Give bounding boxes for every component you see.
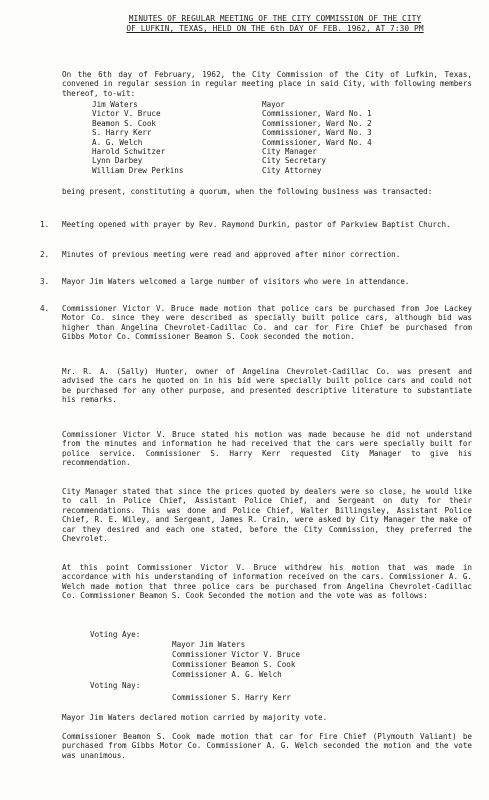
item-text: Minutes of previous meeting were read and approved after minor correction. — [62, 250, 401, 259]
aye-voter: Commissioner Victor V. Bruce — [172, 650, 301, 659]
member-row — [92, 156, 452, 165]
aye-voter: Mayor Jim Waters — [172, 640, 246, 649]
member-row — [92, 128, 452, 137]
member-office: Commissioner, Ward No. 2 — [262, 118, 372, 128]
member-row — [92, 109, 452, 118]
member-office: City Manager — [262, 146, 317, 156]
agenda-item — [40, 250, 472, 259]
agenda-item — [40, 277, 472, 286]
member-row — [92, 119, 452, 128]
intro-paragraph: On the 6th day of February, 1962, the City Commission of the City of Lufkin, Texas, convened in regular session in regular meeting place in said City, with following members thereof, to-wit: — [62, 70, 472, 98]
member-name: S. Harry Kerr — [92, 128, 152, 138]
item-number: 1. — [40, 220, 50, 229]
quorum-paragraph: being present, constituting a quorum, when the following business was transacted: — [62, 187, 433, 196]
member-name: Jim Waters — [92, 100, 138, 109]
member-name: William Drew Perkins — [92, 165, 184, 175]
title-line-2: OF LUFKIN, TEXAS, HELD ON THE 6th DAY OF FEB. 1962, AT 7:30 PM — [126, 24, 424, 33]
withdraw-motion-paragraph: At this point Commissioner Victor V. Bruce withdrew his motion that was made in accordance with his understanding of information received on the cars. Commissioner A. G. Welch made motion that three police cars be purchased from Angelina Chevrolet-Cadillac Co. Commissioner Beamon S. Cook Seconded the motion and the vote was as follows: — [62, 563, 472, 601]
member-office: City Attorney — [262, 165, 322, 175]
member-row — [92, 166, 452, 175]
title-line-1: MINUTES OF REGULAR MEETING OF THE CITY COMMISSION OF THE CITY — [128, 14, 422, 23]
motion-carried-paragraph: Mayor Jim Waters declared motion carried by majority vote. — [62, 713, 328, 722]
item-text: Commissioner Victor V. Bruce made motion that police cars be purchased from Joe Lackey Motor Co. since they were described as specially built police cars, although bid was higher than Angelina Chevrolet-Cadillac Co. and car for Fire Chief be purchased from Gibbs Motor Co. Commissioner Beamon S. Cook seconded the motion. — [62, 304, 472, 342]
nay-voter: Commissioner S. Harry Kerr — [172, 693, 291, 702]
item-number: 3. — [40, 277, 50, 286]
member-row — [92, 138, 452, 147]
aye-voter: Commissioner A. G. Welch — [172, 670, 282, 679]
aye-voter: Commissioner Beamon S. Cook — [172, 660, 296, 669]
item-number: 2. — [40, 250, 50, 259]
item-text: Mayor Jim Waters welcomed a large number of visitors who were in attendance. — [62, 277, 410, 286]
document-title — [60, 14, 489, 34]
members-roster — [92, 100, 452, 175]
member-name: Lynn Darbey — [92, 156, 143, 166]
item-number: 4. — [40, 304, 50, 313]
item-text: Meeting opened with prayer by Rev. Raymond Durkin, pastor of Parkview Baptist Church. — [62, 220, 451, 229]
member-row — [92, 147, 452, 156]
agenda-item — [40, 220, 472, 229]
bruce-paragraph: Commissioner Victor V. Bruce stated his motion was made because he did not understand from the minutes and information he had received that the cars were specially built for police service. Commissioner S. Harry Kerr requested City Manager to give his recommendation. — [62, 430, 472, 468]
voting-aye-label: Voting Aye: — [90, 630, 141, 639]
member-office: Commissioner, Ward No. 1 — [262, 109, 372, 119]
member-name: A. G. Welch — [92, 137, 143, 147]
agenda-item — [40, 304, 472, 342]
voting-nay-label: Voting Nay: — [90, 681, 141, 690]
member-name: Victor V. Bruce — [92, 109, 161, 119]
member-row — [92, 100, 452, 109]
hunter-paragraph: Mr. R. A. (Sally) Hunter, owner of Angelina Chevrolet-Cadillac Co. was present and advised the cars he quoted on in his bid were specially built police cars and could not be purchased for any other purpose, and presented descriptive literature to substantiate his remarks. — [62, 367, 472, 405]
member-office: Commissioner, Ward No. 4 — [262, 137, 372, 147]
member-office: Commissioner, Ward No. 3 — [262, 128, 372, 138]
member-name: Harold Schwitzer — [92, 146, 166, 156]
member-name: Beamon S. Cook — [92, 118, 157, 128]
fire-chief-paragraph: Commissioner Beamon S. Cook made motion that car for Fire Chief (Plymouth Valiant) be purchased from Gibbs Motor Co. Commissioner A. G. Welch seconded the motion and the vote was unanimous. — [62, 732, 472, 760]
member-office: Mayor — [262, 100, 285, 109]
member-office: City Secretary — [262, 156, 327, 166]
city-manager-paragraph: City Manager stated that since the prices quoted by dealers were so close, he would like to call in Police Chief, Assistant Police Chief, and Sergeant on duty for their recommendations. This was done and Police Chief, Walter Billingsley, Assistant Police Chief, R. E. Wiley, and Sergeant, James R. Crain, were asked by City Manager the make of car they desired and each one stated, before the City Commission, they preferred the Chevrolet. — [62, 487, 472, 544]
